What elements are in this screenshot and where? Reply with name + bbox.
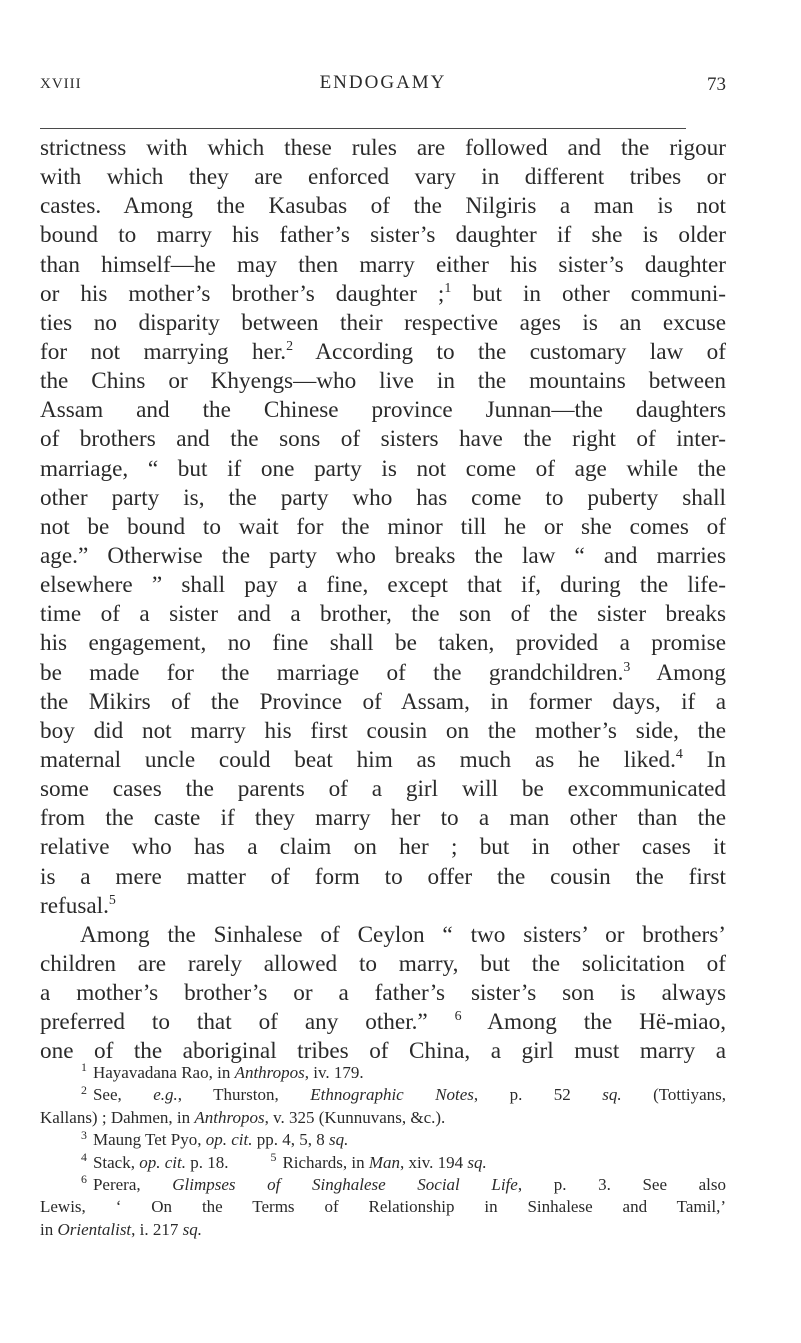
text-line: elsewhere ” shall pay a fine, except that if, during the life- bbox=[40, 572, 726, 599]
chapter-number: XVIII bbox=[40, 76, 82, 92]
footnotes bbox=[40, 1062, 726, 1241]
footnote-ref: 2 bbox=[286, 338, 294, 354]
text-line bbox=[40, 659, 726, 688]
footnote-text: Maung Tet Pyo, bbox=[92, 1130, 206, 1150]
text-line: marriage, “ but if one party is not come of age while the bbox=[40, 455, 726, 482]
footnote-text: in bbox=[40, 1219, 58, 1239]
text-span: be made for the marriage of the grandchildren. bbox=[40, 659, 624, 686]
footnote-text: , p. 52 bbox=[473, 1085, 603, 1105]
footnote-italic: Man bbox=[368, 1152, 401, 1172]
text-span: preferred to that of any other.” bbox=[40, 1009, 455, 1036]
text-line: other party is, the party who has come to puberty shall bbox=[40, 484, 726, 511]
footnote-ref: 3 bbox=[623, 659, 631, 675]
text-line: is a mere matter of form to offer the cousin the first bbox=[40, 863, 726, 890]
text-line bbox=[40, 1008, 726, 1037]
footnote-2 bbox=[40, 1084, 726, 1106]
text-line: relative who has a claim on her ; but in other cases it bbox=[40, 834, 726, 861]
footnote-text: Stack, bbox=[92, 1152, 140, 1172]
footnote-mark: 4 bbox=[81, 1150, 87, 1165]
running-head bbox=[40, 72, 726, 102]
footnote-6-cont bbox=[40, 1219, 726, 1241]
footnote-2-cont bbox=[40, 1107, 726, 1129]
footnote-ref: 4 bbox=[675, 746, 683, 762]
footnote-italic: Anthropos bbox=[194, 1107, 265, 1127]
footnote-text: , v. 325 (Kunnuvans, &c.). bbox=[264, 1107, 446, 1127]
footnote-text: pp. 4, 5, 8 bbox=[252, 1130, 329, 1150]
footnote-mark: 3 bbox=[81, 1127, 87, 1142]
footnote-text: , Thurston, bbox=[177, 1085, 311, 1105]
footnote-italic: Ethnographic Notes bbox=[310, 1085, 474, 1105]
footnote-mark: 6 bbox=[81, 1172, 87, 1187]
text-span: refusal. bbox=[40, 892, 109, 919]
main-text bbox=[40, 134, 726, 1067]
text-line: boy did not marry his first cousin on the mother’s side, the bbox=[40, 717, 726, 744]
text-line bbox=[40, 892, 726, 921]
footnote-text: Perera, bbox=[92, 1174, 173, 1194]
text-line: some cases the parents of a girl will be excommunicated bbox=[40, 776, 726, 803]
footnote-mark: 5 bbox=[270, 1150, 277, 1165]
text-line: Among the Sinhalese of Ceylon “ two sisters’ or brothers’ bbox=[80, 921, 726, 948]
footnote-4-5 bbox=[40, 1152, 726, 1174]
footnote-text: (Tottiyans, bbox=[621, 1085, 727, 1105]
text-span: maternal uncle could beat him as much as he liked. bbox=[40, 746, 676, 773]
text-span: for not marrying her. bbox=[40, 338, 287, 365]
footnote-text: , p. 3. See also bbox=[517, 1174, 726, 1194]
text-line bbox=[40, 746, 726, 775]
header-rule bbox=[40, 128, 686, 129]
text-line: his engagement, no fine shall be taken, provided a promise bbox=[40, 630, 726, 657]
text-line: ties no disparity between their respective ages is an excuse bbox=[40, 309, 726, 336]
text-line: castes. Among the Kasubas of the Nilgiris a man is not bbox=[40, 193, 726, 220]
footnote-text: See, bbox=[92, 1085, 154, 1105]
running-title: ENDOGAMY bbox=[319, 72, 447, 93]
text-line: the Mikirs of the Province of Assam, in former days, if a bbox=[40, 688, 726, 715]
footnote-6 bbox=[40, 1174, 726, 1196]
footnote-mark: 2 bbox=[81, 1082, 87, 1097]
text-line: the Chins or Khyengs—who live in the mountains between bbox=[40, 368, 726, 395]
text-line: Assam and the Chinese province Junnan—the daughters bbox=[40, 397, 726, 424]
footnote-italic: sq. bbox=[467, 1152, 487, 1172]
footnote-italic: op. cit. bbox=[139, 1152, 186, 1172]
text-line: children are rarely allowed to marry, but the solicitation of bbox=[40, 950, 726, 977]
text-line: from the caste if they marry her to a man other than the bbox=[40, 805, 726, 832]
text-span: but in other communi- bbox=[451, 280, 726, 307]
footnote-italic: op. cit. bbox=[205, 1130, 253, 1150]
footnote-text: Kallans) ; Dahmen, in bbox=[40, 1107, 195, 1127]
footnote-3 bbox=[40, 1129, 726, 1151]
footnote-italic: Anthropos bbox=[234, 1063, 305, 1082]
footnote-text: , iv. 179. bbox=[304, 1063, 364, 1082]
footnote-6-cont: Lewis, ‘ On the Terms of Relationship in Sinhalese and Tamil,’ bbox=[40, 1197, 726, 1217]
footnote-text: Hayavadana Rao, in bbox=[92, 1063, 235, 1082]
text-line: than himself—he may then marry either his sister’s daughter bbox=[40, 251, 726, 278]
footnote-ref: 1 bbox=[444, 280, 452, 296]
footnote-text: , i. 217 bbox=[131, 1219, 183, 1239]
footnote-italic: sq. bbox=[602, 1085, 622, 1105]
text-line: one of the aboriginal tribes of China, a girl must marry a bbox=[40, 1038, 726, 1065]
page-number: 73 bbox=[707, 74, 726, 95]
footnote-text: p. 18. bbox=[185, 1152, 229, 1172]
text-line: of brothers and the sons of sisters have the right of inter- bbox=[40, 426, 726, 453]
footnote-italic: Glimpses of Singhalese Social Life bbox=[172, 1174, 518, 1194]
text-line: with which they are enforced vary in different tribes or bbox=[40, 164, 726, 191]
footnote-1 bbox=[40, 1062, 726, 1084]
text-span: According to the customary law of bbox=[293, 338, 726, 365]
footnote-italic: Orientalist bbox=[57, 1219, 132, 1239]
text-span: Among the Hë-miao, bbox=[461, 1009, 726, 1036]
text-span: Among bbox=[630, 659, 726, 686]
text-line: time of a sister and a brother, the son of the sister breaks bbox=[40, 601, 726, 628]
footnote-mark: 1 bbox=[81, 1060, 87, 1075]
text-line bbox=[40, 280, 726, 309]
text-line: bound to marry his father’s sister’s daughter if she is older bbox=[40, 222, 726, 249]
text-line: strictness with which these rules are followed and the rigour bbox=[40, 135, 726, 161]
footnote-italic: sq. bbox=[328, 1130, 349, 1150]
footnote-ref: 6 bbox=[454, 1009, 462, 1025]
footnote-text: Richards, in bbox=[282, 1152, 369, 1172]
footnote-text: , xiv. 194 bbox=[400, 1152, 468, 1172]
text-span: In bbox=[682, 746, 726, 773]
text-line bbox=[40, 338, 726, 367]
footnote-italic: e.g. bbox=[153, 1085, 178, 1105]
footnote-italic: sq. bbox=[182, 1219, 203, 1239]
text-line: a mother’s brother’s or a father’s sister’s son is always bbox=[40, 980, 726, 1007]
text-line: not be bound to wait for the minor till he or she comes of bbox=[40, 513, 726, 540]
text-span: or his mother’s brother’s daughter ; bbox=[40, 280, 445, 307]
footnote-ref: 5 bbox=[108, 892, 116, 908]
text-line: age.” Otherwise the party who breaks the law “ and marries bbox=[40, 542, 726, 569]
